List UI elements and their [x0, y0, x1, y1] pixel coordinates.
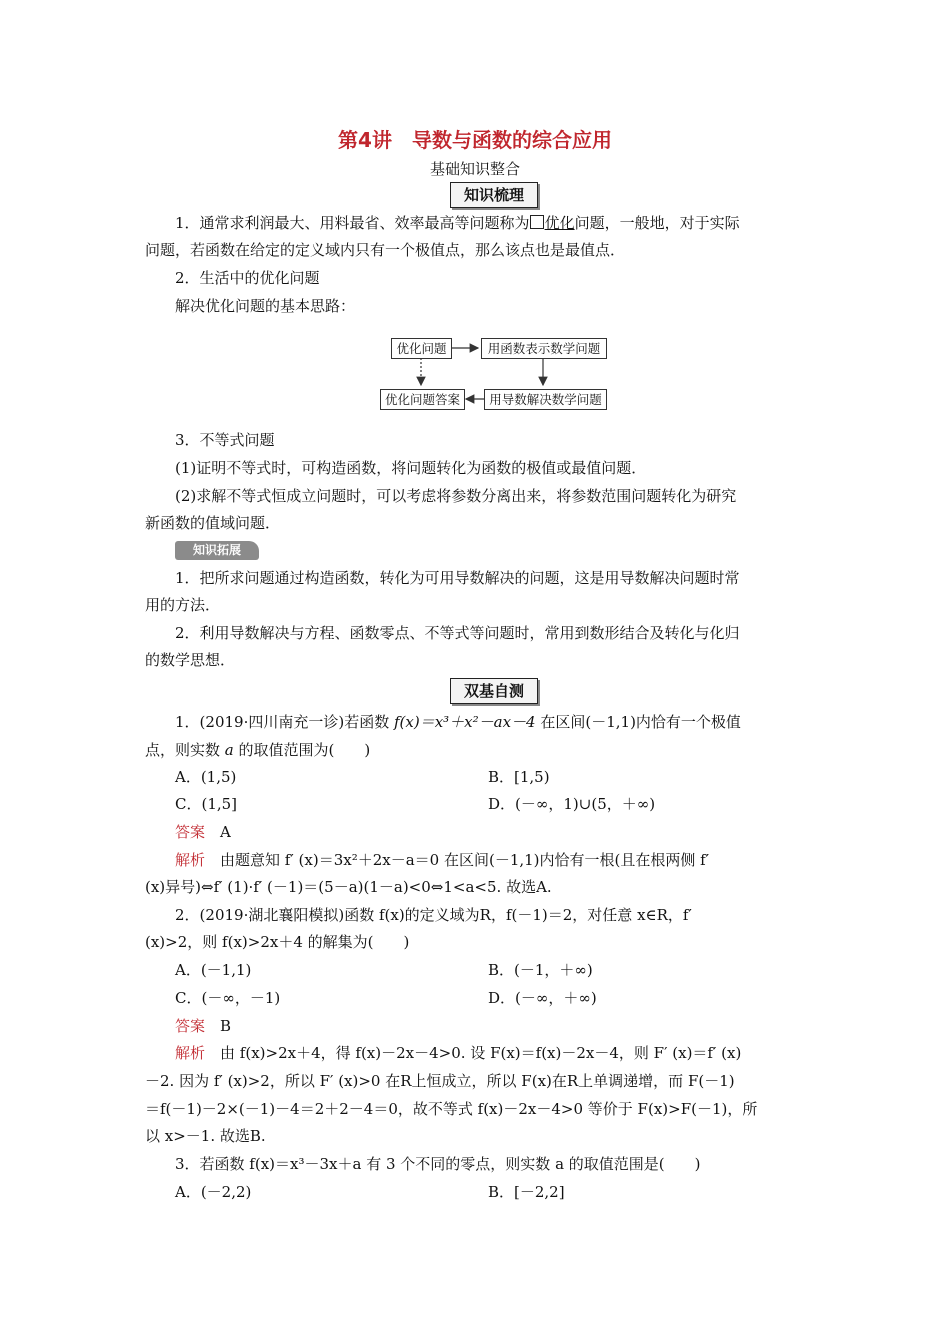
- solution-label: 解析: [175, 851, 206, 869]
- extension-1-line-2: 用的方法．: [145, 596, 221, 614]
- q1-line-1: 1．(2019·四川南充一诊)若函数 f(x)＝x³＋x²－ax－4 在区间(－1,1)内恰有一个极值: [175, 713, 741, 731]
- section-heading-selftest: 双基自测: [450, 678, 538, 704]
- q2-line-1: 2．(2019·湖北襄阳模拟)函数 f(x)的定义域为R，f(－1)＝2，对任意 x∈R，f′: [175, 906, 692, 924]
- flow-box-problem: 优化问题: [391, 338, 452, 359]
- q1-option-a: A．(1,5): [175, 768, 237, 786]
- section-tag-extension: 知识拓展: [175, 541, 259, 560]
- q2-option-d: D．(－∞，＋∞): [488, 989, 597, 1007]
- q2-option-c: C．(－∞，－1): [175, 989, 281, 1007]
- extension-1-line-1: 1．把所求问题通过构造函数，转化为可用导数解决的问题，这是用导数解决问题时常: [175, 569, 740, 587]
- q2-solution-line-1: 解析 由 f(x)>2x＋4，得 f(x)－2x－4>0. 设 F(x)＝f(x)－2x－4，则 F′ (x)＝f′ (x): [175, 1044, 742, 1062]
- answer-label: 答案: [175, 1017, 206, 1035]
- page-title: 第4讲 导数与函数的综合应用: [338, 128, 612, 152]
- q2-answer: 答案 B: [175, 1017, 232, 1035]
- paragraph-2: 2．生活中的优化问题: [175, 269, 320, 287]
- q2-option-b: B．(－1，＋∞): [488, 961, 593, 979]
- page-subtitle: 基础知识整合: [429, 160, 520, 178]
- q2-line-2: (x)>2，则 f(x)>2x＋4 的解集为( ): [145, 933, 410, 951]
- paragraph-3-2-line-1: (2)求解不等式恒成立问题时，可以考虑将参数分离出来，将参数范围问题转化为研究: [175, 487, 737, 505]
- q1-line-2: 点，则实数 a 的取值范围为( ): [145, 741, 371, 759]
- paragraph-2-sub: 解决优化问题的基本思路：: [175, 297, 356, 315]
- extension-2-line-1: 2．利用导数解决与方程、函数零点、不等式等问题时，常用到数形结合及转化与化归: [175, 624, 740, 642]
- solution-label: 解析: [175, 1044, 206, 1062]
- q1-answer: 答案 A: [175, 823, 231, 841]
- paragraph-1-line-1: 1．通常求利润最大、用料最省、效率最高等问题称为 优化问题，一般地，对于实际: [175, 214, 740, 232]
- q1-option-c: C．(1,5]: [175, 795, 238, 813]
- q2-solution-line-2: －2. 因为 f′ (x)>2，所以 F′ (x)>0 在R上恒成立，所以 F(x)在R上单调递增，而 F(－1): [145, 1072, 735, 1090]
- paragraph-3-2-line-2: 新函数的值域问题．: [145, 514, 281, 532]
- q2-option-a: A．(－1,1): [175, 961, 252, 979]
- extension-2-line-2: 的数学思想．: [145, 651, 236, 669]
- q3-option-a: A．(－2,2): [175, 1183, 252, 1201]
- q1-option-d: D．(－∞，1)∪(5，＋∞): [488, 795, 656, 813]
- q3-line-1: 3．若函数 f(x)＝x³－3x＋a 有 3 个不同的零点，则实数 a 的取值范围是( ): [175, 1155, 701, 1173]
- q2-solution-line-3: ＝f(－1)－2×(－1)－4＝2＋2－4＝0，故不等式 f(x)－2x－4>0 等价于 F(x)>F(－1)，所: [145, 1100, 758, 1118]
- section-heading-knowledge: 知识梳理: [450, 182, 538, 208]
- paragraph-1-line-2: 问题，若函数在给定的定义域内只有一个极值点，那么该点也是最值点．: [145, 241, 626, 259]
- paragraph-3: 3．不等式问题: [175, 431, 275, 449]
- flow-box-answer: 优化问题答案: [380, 389, 465, 410]
- paragraph-3-1: (1)证明不等式时，可构造函数，将问题转化为函数的极值或最值问题．: [175, 459, 647, 477]
- q3-option-b: B．[－2,2]: [488, 1183, 565, 1201]
- q2-solution-line-4: 以 x>－1. 故选B.: [145, 1127, 266, 1145]
- flow-box-model: 用函数表示数学问题: [481, 338, 607, 359]
- q1-option-b: B．[1,5): [488, 768, 550, 786]
- flow-box-solve: 用导数解决数学问题: [484, 389, 607, 410]
- q1-solution-line-2: (x)异号)⇔f′ (1)·f′ (－1)＝(5－a)(1－a)<0⇔1<a<5. 故选A.: [145, 878, 552, 896]
- q1-solution-line-1: 解析 由题意知 f′ (x)＝3x²＋2x－a＝0 在区间(－1,1)内恰有一根(且在根两侧 f′: [175, 851, 710, 869]
- answer-label: 答案: [175, 823, 206, 841]
